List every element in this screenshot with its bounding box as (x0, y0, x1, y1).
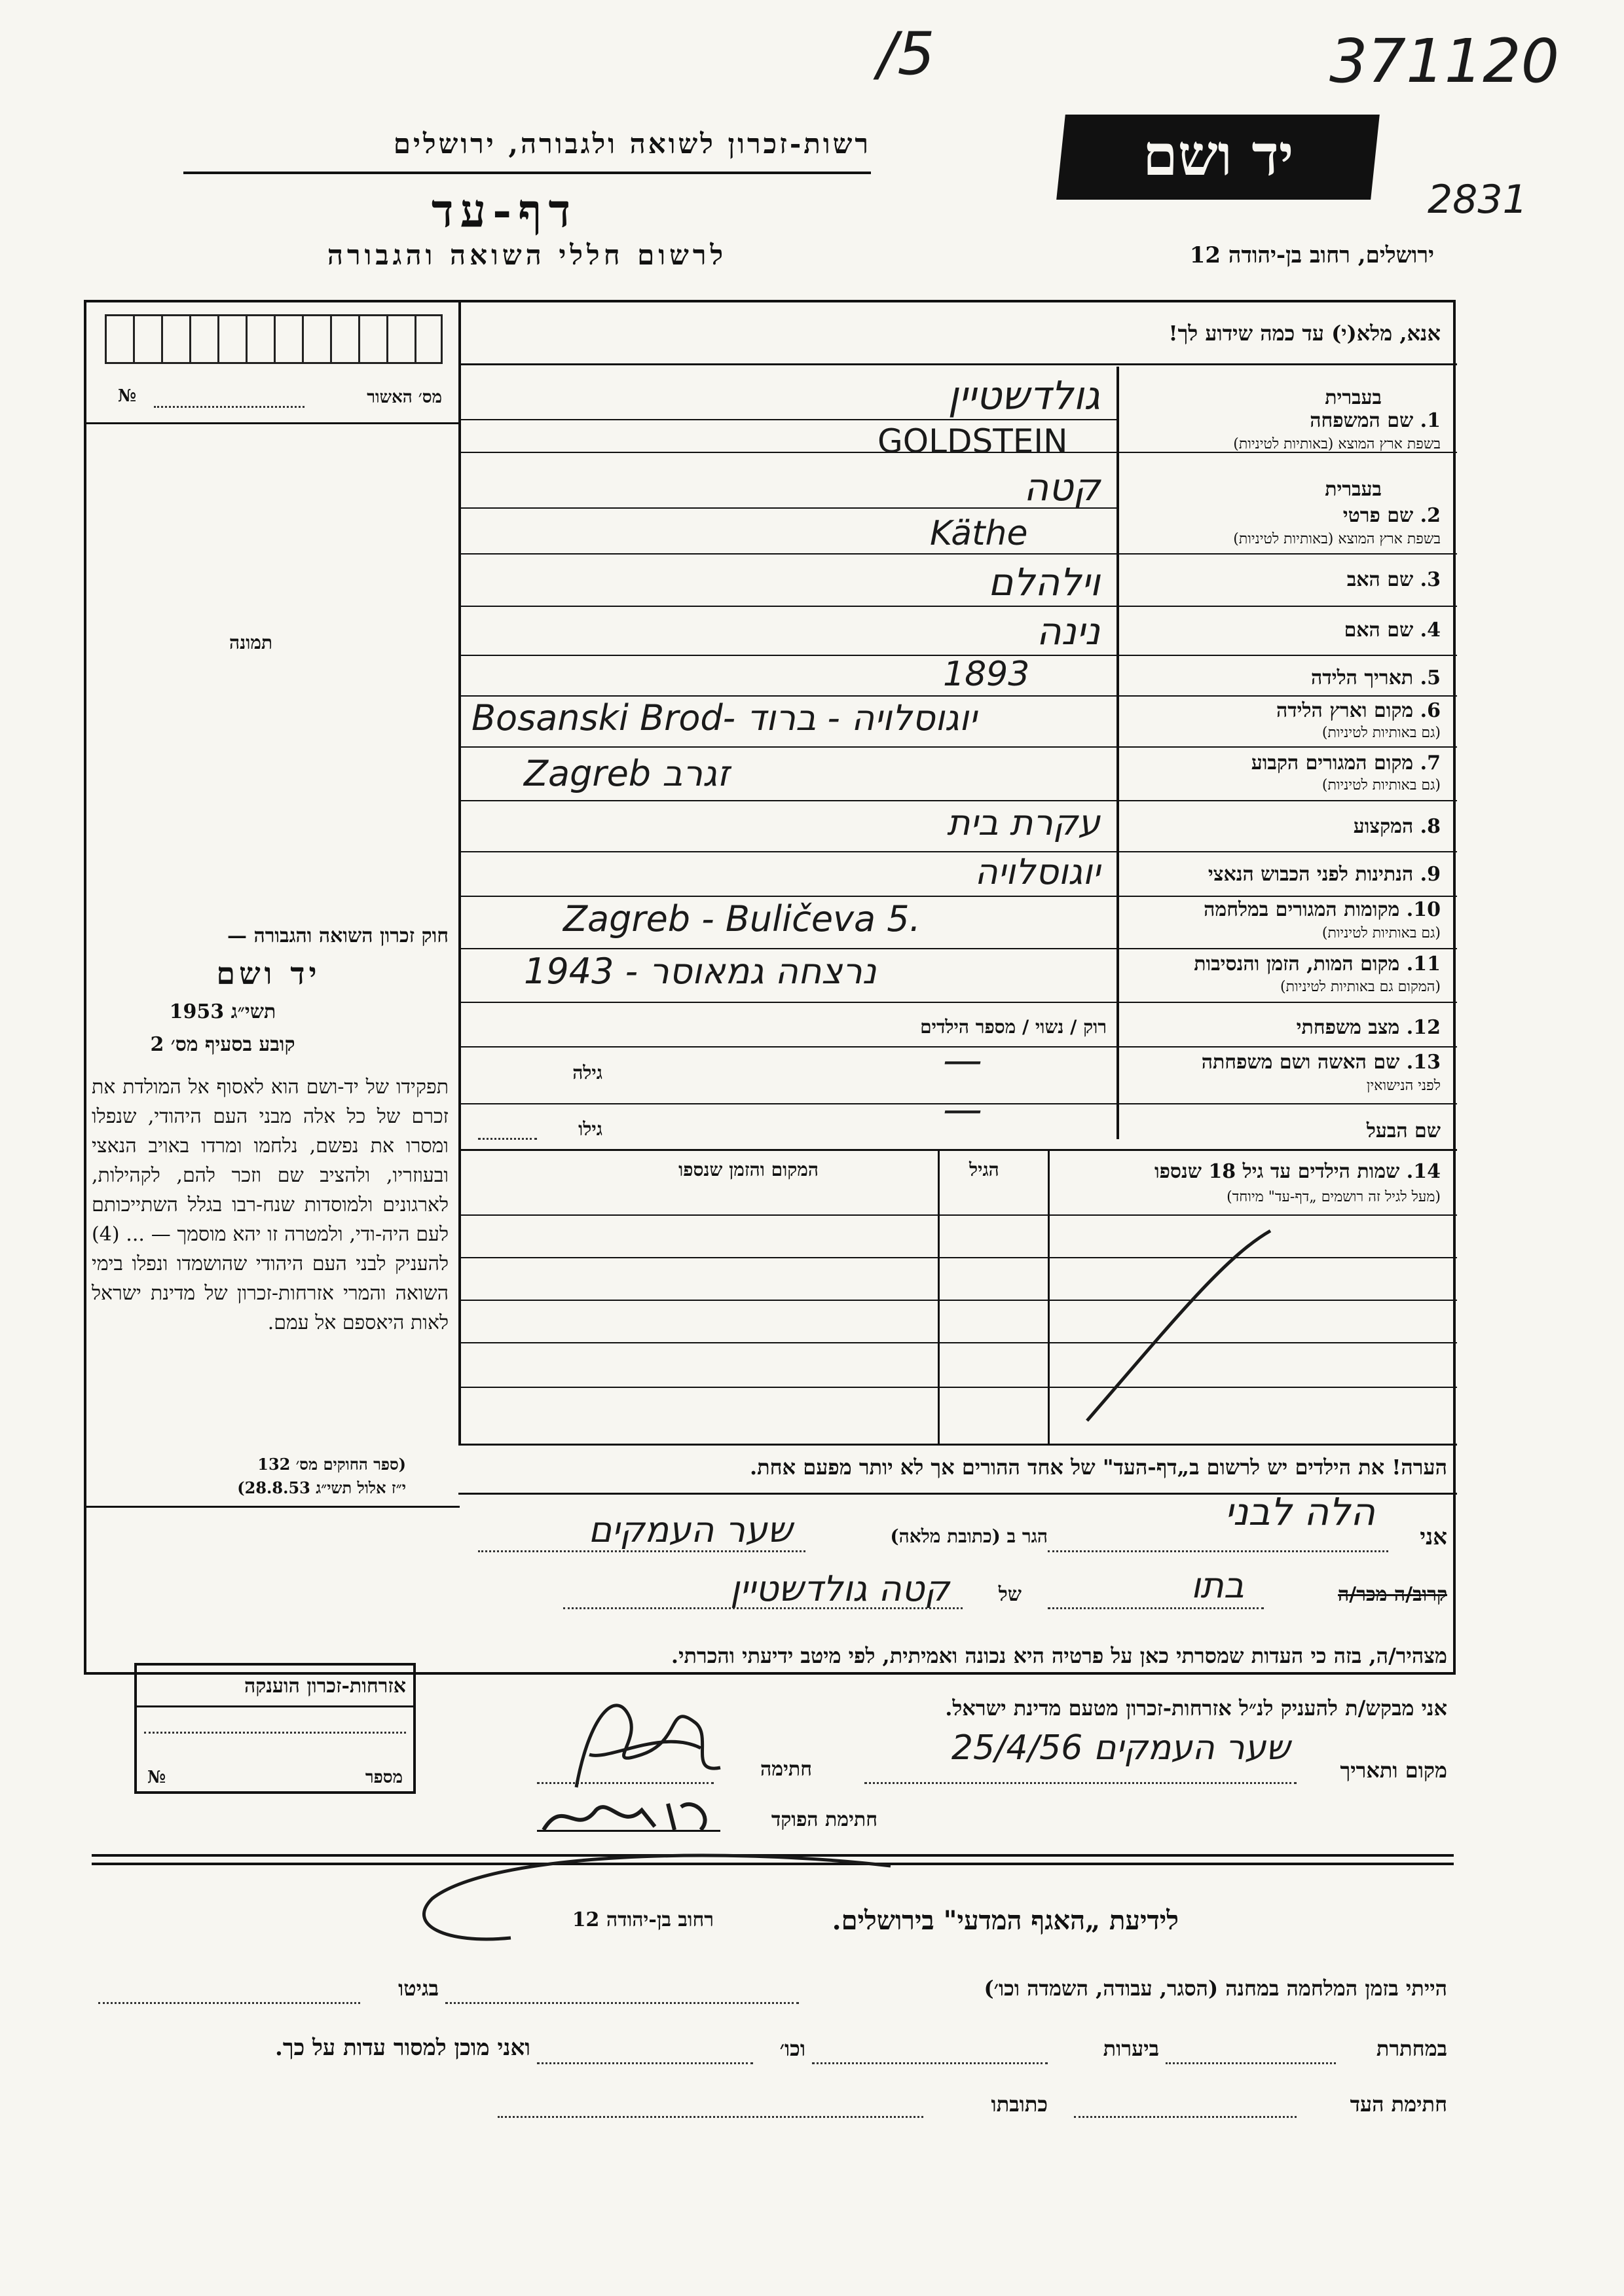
field-6-num: 6. (1420, 699, 1441, 722)
row-rule-9 (458, 896, 1457, 897)
field-13-text: שם האשה ושם משפחתה (1201, 1051, 1400, 1074)
field-12-num: 12. (1406, 1016, 1441, 1039)
children-label (1154, 1160, 1441, 1183)
field-2-tag: בעברית (1325, 478, 1382, 501)
photo-label: תמונה (229, 632, 273, 653)
citizenship-no-sign: № (147, 1768, 166, 1787)
row-rule-14 (458, 1149, 1457, 1151)
citizenship-dots-1 (144, 1732, 406, 1734)
field-1-value-latin[interactable]: GOLDSTEIN (877, 422, 1068, 460)
field-10-text: מקומות המגורים במלחמה (1204, 898, 1400, 921)
law-title: חוק זכרון השואה והגבורה — (227, 924, 449, 947)
decl-residing: הגר ב (כתובת מלאה) (890, 1525, 1048, 1547)
field-1-label (1310, 409, 1441, 432)
children-header-rule (458, 1214, 1457, 1216)
file-number: 371120 (1329, 26, 1560, 96)
field-9-num: 9. (1420, 863, 1441, 886)
approval-no-label: מס׳ האשור (367, 388, 442, 407)
field-2-value-latin[interactable]: Käthe (930, 514, 1028, 553)
decl-of-label: של (998, 1583, 1022, 1606)
decl-relation-dots (1048, 1607, 1264, 1609)
decl-place-date-dots (864, 1782, 1297, 1784)
decl-i-dots (1048, 1550, 1388, 1552)
law-body: תפקידו של יד-ושם הוא לאסוף אל המולדת את זכרם של כל אלה מבני העם היהודי, שנפלו ומסרו את נפשם, נלחמו ומרדו באויב הנאצי ובעוזריו, ולהציב שם וזכר להם, לקהילות, לארגונים ולמוסדות שנח-רבו בגלל השתייכותם לעם היה-ודי, ולמטרה זו יהא מוסמך — ... (4) להעניק לבני העם היהודי שהושמדו ונפלו בימי השואה והמרי אזרחות-זכרון של מדינת ישראל לאות היאספם אל עמם. (92, 1076, 449, 1334)
field-2-label (1343, 504, 1441, 527)
field-4-num: 4. (1420, 619, 1441, 642)
bottom-swoosh (393, 1840, 904, 1964)
film-strip (105, 314, 443, 364)
decl-address-value[interactable]: שער העמקים (588, 1509, 792, 1550)
row-rule-5 (458, 695, 1457, 697)
field-11-label (1194, 953, 1441, 975)
bottom-line1: הייתי בזמן המלחמה במחנה (הסגר, עבודה, השמדה וכו׳) (984, 1976, 1447, 2001)
children-rule-3 (458, 1342, 1457, 1343)
logo-text: יד ושם (1143, 122, 1294, 189)
bottom-forests-dots[interactable] (812, 2062, 1048, 2064)
law-logo (196, 956, 341, 992)
bottom-witness-sig: חתימת העד (1350, 2092, 1447, 2117)
bottom-forests: ביערות (1103, 2036, 1159, 2061)
citizenship-no-label: מספר (365, 1768, 403, 1787)
official-signature (537, 1791, 720, 1843)
side-number: 2831 (1428, 177, 1528, 223)
field-1-tag: בעברית (1325, 386, 1382, 409)
field-4-label (1344, 619, 1441, 642)
law-bottom-rule (84, 1506, 460, 1508)
instruction-rule (458, 363, 1457, 365)
children-col-place: המקום והזמן שנספו (678, 1159, 819, 1180)
field-13-age: גילה (572, 1062, 602, 1084)
field-7-value[interactable]: Zagreb זגרב (524, 753, 729, 794)
field-5-label (1311, 666, 1441, 689)
field-2-text: שם פרטי (1342, 504, 1414, 527)
law-ref-1: (ספר החוקים מס׳ 132 (257, 1455, 406, 1474)
field-12-label (1297, 1016, 1441, 1039)
field-3-num: 3. (1420, 568, 1441, 591)
children-age-divider-right (1048, 1149, 1050, 1444)
citizenship-title: אזרחות-זכרון הוענקה (244, 1675, 406, 1698)
children-rule-5 (458, 1444, 1457, 1446)
field-6-value[interactable]: Bosanski Brod- יוגוסלויה - ברוד (471, 697, 977, 738)
field-1-mid-rule (458, 419, 1116, 420)
decl-i-label: אני (1420, 1524, 1447, 1550)
bottom-etc: וכו׳ (779, 2036, 805, 2061)
children-rule-1 (458, 1257, 1457, 1258)
law-ref-2: י״ז אלול תשי״ג 28.8.53) (237, 1478, 406, 1497)
logo (1056, 115, 1380, 200)
field-6-sub: (גם באותיות לטיניות) (1321, 725, 1441, 741)
row-rule-3 (458, 606, 1457, 607)
form-subtitle: לרשום חללי השואה והגבורה (327, 239, 728, 271)
field-3-text: שם האב (1346, 568, 1414, 591)
field-13-label (1202, 1051, 1441, 1074)
field-8-label (1354, 815, 1441, 838)
children-age-divider-left (938, 1149, 940, 1444)
field-1-text: שם המשפחה (1310, 409, 1414, 432)
bottom-ready: ואני מוכן למסור עדות על כך. (275, 2035, 530, 2061)
children-strike-line (1074, 1218, 1283, 1434)
field-4-value[interactable]: נינה (1036, 609, 1100, 653)
field-7-num: 7. (1420, 752, 1441, 774)
field-9-text: הנתינות לפני הכבוש הנאצי (1208, 863, 1414, 886)
decl-address-dots (478, 1550, 805, 1552)
row-rule-7 (458, 800, 1457, 801)
row-rule-11 (458, 1002, 1457, 1003)
field-2-num: 2. (1420, 504, 1441, 527)
authority-underline (183, 172, 871, 174)
field-6-label (1276, 699, 1441, 722)
field-2-sub: בשפת ארץ המוצא (באותיות לטיניות) (1233, 531, 1441, 547)
bottom-underground: במחתרת (1376, 2036, 1447, 2061)
decl-relation-label: קרוב/ה מכר/ה (1338, 1583, 1447, 1606)
children-num: 14. (1406, 1160, 1441, 1183)
field-12-text: מצב משפחתי (1296, 1016, 1400, 1039)
decl-of-value[interactable]: קטה גולדשטיין (729, 1568, 950, 1609)
field-10-value[interactable]: Zagreb - Buličeva 5. (563, 898, 921, 939)
bottom-heading: לידיעת „האגף המדעי" בירושלים. (832, 1905, 1179, 1936)
field-12-options[interactable]: רוק / נשוי / מספר הילדים (920, 1016, 1107, 1038)
field-11-text: מקום המות, הזמן והנסיבות (1194, 953, 1400, 975)
field-10-num: 10. (1406, 898, 1441, 921)
field-11-value[interactable]: 1943 - נרצחה גמאוסר (524, 951, 877, 992)
field-10-label (1204, 898, 1441, 921)
field-1-sub: בשפת ארץ המוצא (באותיות לטיניות) (1233, 436, 1441, 452)
decl-relation-value[interactable]: בתו (1190, 1565, 1244, 1606)
law-year: תשי״ג 1953 (169, 1000, 276, 1023)
field-husband-label: שם הבעל (1366, 1120, 1441, 1142)
approval-rule (84, 422, 460, 424)
field-5-num: 5. (1420, 666, 1441, 689)
field-10-sub: (גם באותיות לטיניות) (1321, 925, 1441, 941)
bottom-underground-dots[interactable] (1166, 2062, 1336, 2064)
field-3-value[interactable]: וילהלם (987, 560, 1100, 604)
children-rule-4 (458, 1387, 1457, 1388)
field-7-label (1251, 752, 1441, 774)
children-col-age: הגיל (969, 1159, 999, 1180)
decl-request: אני מבקש/ת להעניק לנ״ל אזרחות-זכרון מטעם מדינת ישראל. (945, 1696, 1447, 1721)
field-11-sub: (המקום גם באותיות לטיניות) (1280, 979, 1441, 995)
field-husband-age: גילו (578, 1118, 602, 1140)
bottom-etc-dots[interactable] (537, 2062, 753, 2064)
approval-no-sign: № (118, 386, 137, 406)
instruction: אנא, מלא(י) עד כמה שידוע לך! (1168, 321, 1441, 346)
bottom-ghetto: בגיטו (398, 1976, 439, 2001)
field-6-text: מקום וארץ הלידה (1276, 699, 1414, 722)
husband-age-dots[interactable] (478, 1138, 537, 1140)
field-9-value[interactable]: יוגוסלויה (974, 851, 1100, 892)
field-2-value-he[interactable]: קטה (1024, 465, 1100, 509)
decl-i-value[interactable]: הלה לבני (1225, 1489, 1375, 1534)
field-13-dash: — (943, 1038, 982, 1084)
field-9-label (1208, 863, 1441, 886)
label-column-divider (1116, 367, 1119, 1139)
bottom-ghetto-dots[interactable] (98, 2002, 360, 2004)
row-rule-10 (458, 948, 1457, 949)
field-13-num: 13. (1406, 1051, 1441, 1074)
field-7-text: מקום המגורים הקבוע (1251, 752, 1414, 774)
decl-place-date-label: מקום ותאריך (1340, 1758, 1447, 1783)
form-title: דף-עד (431, 183, 578, 238)
field-8-text: המקצוע (1353, 815, 1414, 838)
bottom-address: רחוב בן-יהודה 12 (572, 1908, 714, 1931)
bottom-address-dots[interactable] (498, 2116, 923, 2118)
field-3-label (1347, 568, 1441, 591)
decl-official-rule (537, 1830, 720, 1832)
field-11-num: 11. (1406, 953, 1441, 975)
decl-signature-label: חתימה (760, 1758, 812, 1781)
witness-signature (563, 1676, 733, 1807)
bottom-witness-dots[interactable] (1074, 2116, 1297, 2118)
field-4-text: שם האם (1344, 619, 1414, 642)
children-rule-2 (458, 1300, 1457, 1301)
field-7-sub: (גם באותיות לטיניות) (1321, 777, 1441, 793)
approval-no-field[interactable] (154, 406, 304, 408)
decl-official-label: חתימת הפוקד (771, 1808, 877, 1831)
bottom-address-label: כתובתו (991, 2092, 1048, 2117)
children-sub: (מעל לגיל זה רושמים „דף-עד" מיוחד) (1227, 1189, 1441, 1205)
children-text: שמות הילדים עד גיל 18 שנספו (1154, 1160, 1400, 1183)
row-rule-2 (458, 553, 1457, 555)
bottom-camp-dots[interactable] (445, 2002, 799, 2004)
authority-title: רשות-זכרון לשואה ולגבורה, ירושלים (393, 128, 871, 160)
field-5-value[interactable]: 1893 (943, 655, 1030, 694)
slash-number: /5 (877, 20, 935, 88)
field-8-value[interactable]: עקרת בית (946, 802, 1100, 843)
left-column-divider (458, 300, 461, 1446)
address: ירושלים, רחוב בן-יהודה 12 (1189, 242, 1434, 268)
law-section: קובע בסעיף מס׳ 2 (150, 1033, 295, 1056)
law-logo-text: יד ושם (216, 956, 321, 991)
citizenship-rule (134, 1705, 416, 1707)
note: הערה! את הילדים יש לרשום ב„דף-העד" של אחד ההורים אך לא יותר מפעם אחת. (749, 1455, 1447, 1480)
decl-place-date-value[interactable]: שער העמקים 25/4/56 (951, 1728, 1290, 1768)
row-rule-6 (458, 746, 1457, 748)
field-husband-dash: — (943, 1087, 982, 1133)
field-1-num: 1. (1420, 409, 1441, 432)
decl-declare: מצהיר/ה, בזה כי העדות שמסרתי כאן על פרטיה היא נכונה ואמיתית, לפי מיטב ידיעתי והכרתי. (671, 1643, 1447, 1668)
field-8-num: 8. (1420, 815, 1441, 838)
field-1-value-he[interactable]: גולדשטיין (948, 373, 1100, 419)
field-13-sub: לפני הנישואין (1366, 1078, 1441, 1094)
field-5-text: תאריך הלידה (1311, 666, 1414, 689)
